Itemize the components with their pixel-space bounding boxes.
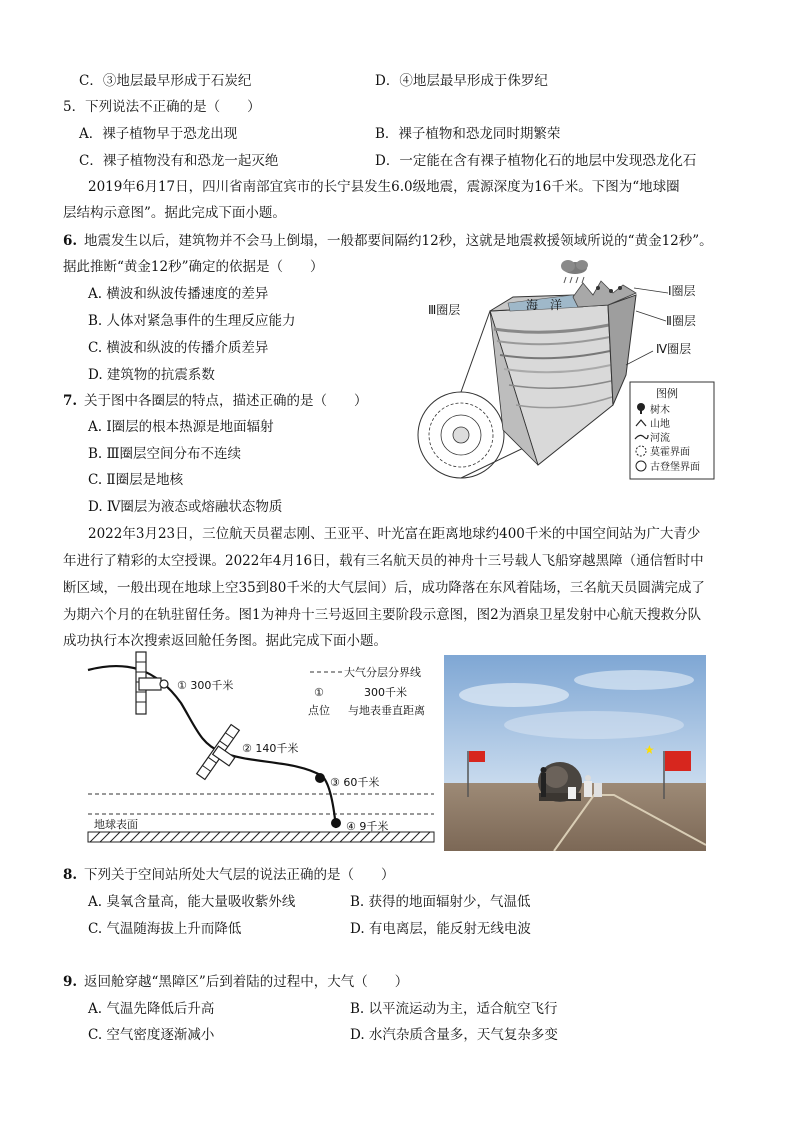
layer1-label: Ⅰ圈层 [668,284,696,298]
intro1-line1: 2019年6月17日，四川省南部宜宾市的长宁县发生6.0级地震，震源深度为16千米。下图为“地球圈 [88,179,680,195]
recovery-photo [444,655,706,851]
q6-stem-line2: 据此推断“黄金12秒”确定的依据是（ ） [63,259,324,275]
q6-option-b: B. 人体对紧急事件的生理反应能力 [88,313,296,329]
legend-point-label: 点位 [308,704,330,717]
q8-option-a: A. 臭氧含量高，能大量吸收紫外线 [88,894,296,910]
legend-tree: 树木 [650,405,670,416]
crust-wedge [490,295,636,465]
q7-option-d: D. Ⅳ圈层为液态或熔融状态物质 [88,499,283,515]
spacecraft-icon-2 [197,725,249,787]
option-c-top: C．③地层最早形成于石炭纪 [79,73,252,89]
ocean-label: 海 洋 [526,298,563,312]
q6-option-a: A. 横波和纵波传播速度的差异 [88,286,269,302]
q7-option-c: C. Ⅱ圈层是地核 [88,472,184,488]
intro1-line2: 层结构示意图”。据此完成下面小题。 [63,205,286,221]
q9-number: 9. [63,974,78,990]
capsule-point-3 [315,773,325,783]
q8-stem: 下列关于空间站所处大气层的说法正确的是（ ） [84,867,395,883]
reentry-diagram [86,648,440,852]
earth-layers-diagram [398,255,716,480]
legend-title: 图例 [656,387,678,400]
q9-option-a: A. 气温先降低后升高 [88,1001,215,1017]
q9-option-d: D. 水汽杂质含量多，天气复杂多变 [350,1027,558,1043]
q5-option-d: D．一定能在含有裸子植物化石的地层中发现恐龙化石 [375,153,697,169]
legend-box [630,382,714,479]
q6-stem-line1: 地震发生以后，建筑物并不会马上倒塌，一般都要间隔约12秒，这就是地震救援领域所说的“黄金12秒”。 [84,233,713,249]
q5-option-a: A．裸子植物早于恐龙出现 [79,126,238,142]
legend-mountain: 山地 [650,419,670,430]
legend-distance-value: 300千米 [364,686,407,699]
q5-option-b: B．裸子植物和恐龙同时期繁荣 [375,126,561,142]
point1-label: ① 300千米 [177,679,234,692]
legend-moho: 莫霍界面 [650,447,690,458]
point3-label: ③ 60千米 [330,776,380,789]
layer2-label: Ⅱ圈层 [666,314,696,328]
option-d-top: D．④地层最早形成于侏罗纪 [375,73,548,89]
ground-label: 地球表面 [94,818,138,831]
intro2-line3: 断区域，一般出现在地球上空35到80千米的大气层间）后，成功降落在东风着陆场，三名航天员圆满完成了 [63,580,705,596]
q6-number: 6. [63,233,78,249]
rain-cloud-icon [561,260,588,283]
legend-gutenberg: 古登堡界面 [650,462,700,473]
layer4-label: Ⅳ圈层 [656,342,692,356]
legend-distance-label: 与地表垂直距离 [348,704,425,717]
legend-point-symbol: ① [314,686,324,699]
capsule-point-4 [331,818,341,828]
q8-option-c: C. 气温随海拔上升而降低 [88,921,242,937]
q7-option-a: A. Ⅰ圈层的根本热源是地面辐射 [88,419,274,435]
point4-label: ④ 9千米 [346,820,389,833]
q8-option-b: B. 获得的地面辐射少，气温低 [350,894,531,910]
intro2-line4: 为期六个月的在轨驻留任务。图1为神舟十三号返回主要阶段示意图，图2为酒泉卫星发射中心航天搜救分队 [63,607,702,623]
q9-stem: 返回舱穿越“黑障区”后到着陆的过程中，大气（ ） [84,974,409,990]
q9-option-c: C. 空气密度逐渐减小 [88,1027,215,1043]
q8-number: 8. [63,867,78,883]
layer3-label: Ⅲ圈层 [428,303,461,317]
q7-number: 7. [63,393,78,409]
intro2-line5: 成功执行本次搜索返回舱任务图。据此完成下面小题。 [63,633,387,649]
q6-option-d: D. 建筑物的抗震系数 [88,367,215,383]
point2-label: ② 140千米 [242,742,299,755]
legend-river: 河流 [650,433,670,444]
intro2-line2: 年进行了精彩的太空授课。2022年4月16日，载有三名航天员的神舟十三号载人飞船穿越黑障（通信暂时中 [63,553,704,569]
legend-boundary-label: 大气分层分界线 [344,666,421,679]
q8-option-d: D. 有电离层，能反射无线电波 [350,921,531,937]
intro2-line1: 2022年3月23日，三位航天员翟志刚、王亚平、叶光富在距离地球约400千米的中国空间站为广大青少 [88,526,701,542]
q6-option-c: C. 横波和纵波的传播介质差异 [88,340,269,356]
core-circles [418,392,504,478]
q5-option-c: C．裸子植物没有和恐龙一起灭绝 [79,153,279,169]
q7-option-b: B. Ⅲ圈层空间分布不连续 [88,446,242,462]
spacecraft-icon-1 [136,652,168,714]
q7-stem: 关于图中各圈层的特点，描述正确的是（ ） [84,393,368,409]
q9-option-b: B. 以平流运动为主，适合航空飞行 [350,1001,558,1017]
q5-stem: 5．下列说法不正确的是（ ） [63,99,261,115]
